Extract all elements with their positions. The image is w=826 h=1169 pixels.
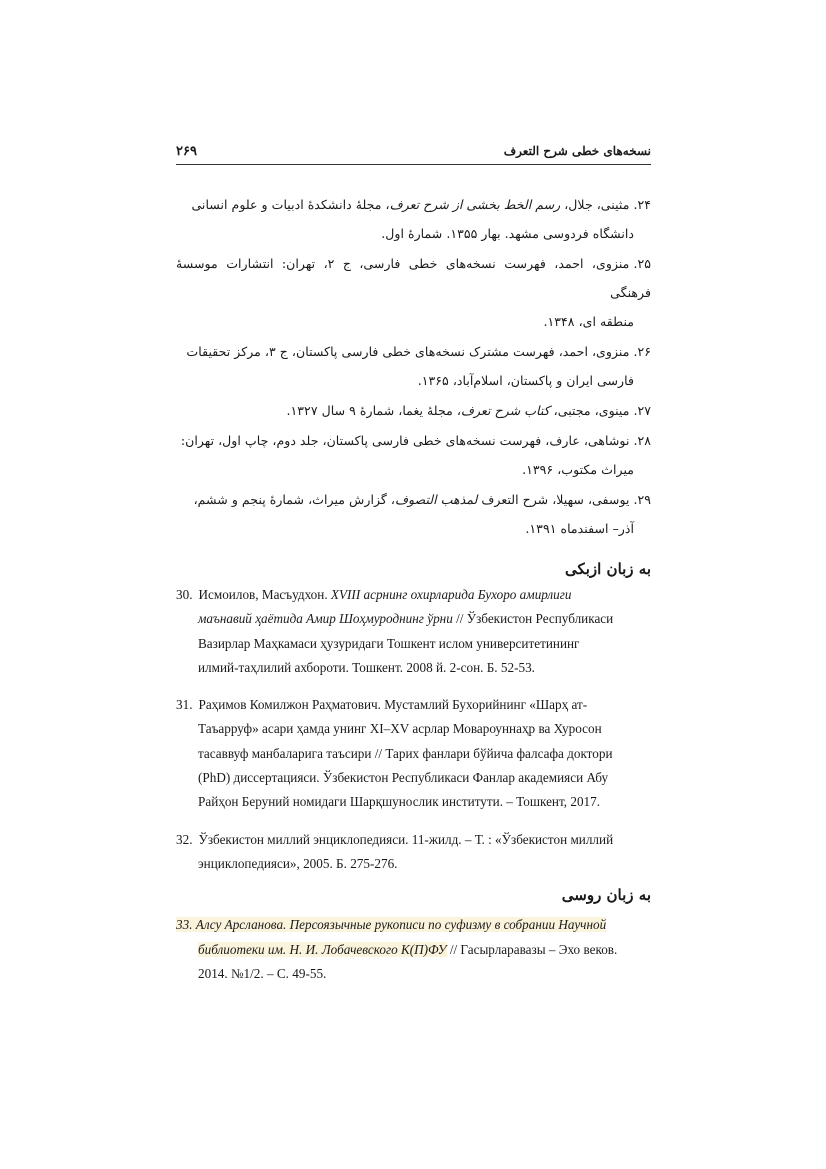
page-number: ۲۶۹ xyxy=(176,144,197,159)
references-list xyxy=(176,190,651,999)
reference-31-line3: тасаввуф манбаларига таъсири // Тарих фанлари бўйича фалсафа доктори xyxy=(198,745,613,761)
reference-29-line2: آذر– اسفندماه ۱۳۹۱. xyxy=(525,521,634,536)
reference-25 xyxy=(176,249,651,336)
reference-26-line2: فارسی ایران و پاکستان، اسلام‌آباد، ۱۳۶۵. xyxy=(417,373,634,388)
reference-28-line2: میراث مکتوب، ۱۳۹۶. xyxy=(522,462,634,477)
reference-26-line1: ۲۶.منزوی، احمد، فهرست مشترک نسخه‌های خطی فارسی پاکستان، ج ۳، مرکز تحقیقات xyxy=(186,344,651,359)
reference-27 xyxy=(176,396,651,425)
reference-32-line2: энциклопедияси», 2005. Б. 275-276. xyxy=(198,855,398,871)
russian-section-heading: به زبان روسی xyxy=(561,886,651,905)
reference-32-line1: 32. Ўзбекистон миллий энциклопедияси. 11-жилд. – Т. : «Ўзбекистон миллий xyxy=(176,831,614,847)
reference-28 xyxy=(176,426,651,484)
reference-31-line2: Таъарруф» асари ҳамда унинг XI–XV асрлар Мовароуннаҳр ва Хуросон xyxy=(198,721,602,737)
reference-26 xyxy=(176,337,651,395)
reference-30-line3: Вазирлар Маҳкамаси ҳузуридаги Тошкент ислом университетининг xyxy=(198,635,580,651)
reference-30 xyxy=(176,583,651,680)
reference-31-line1: 31. Раҳимов Комилжон Раҳматович. Мустамлий Бухорийнинг «Шарҳ ат- xyxy=(176,697,588,713)
reference-33 xyxy=(176,913,651,986)
page-header xyxy=(176,142,651,165)
reference-30-line4: илмий-таҳлилий ахбороти. Тошкент. 2008 й. 2-сон. Б. 52-53. xyxy=(198,659,535,675)
reference-30-line2: маънавий ҳаётида Амир Шоҳмуроднинг ўрни // Ўзбекистон Республикаси xyxy=(198,611,614,627)
reference-29 xyxy=(176,485,651,543)
reference-27-line1: ۲۷.مینوی، مجتبی، کتاب شرح تعرف، مجلهٔ یغما، شمارهٔ ۹ سال ۱۳۲۷. xyxy=(286,403,651,418)
reference-30-line1: 30. Исмоилов, Масъудхон. XVIII асрнинг охирларида Бухоро амирлиги xyxy=(176,587,572,602)
uzbek-section-heading: به زبان ازبکی xyxy=(564,560,651,578)
reference-29-line1: ۲۹.یوسفی، سهیلا، شرح التعرف لمذهب التصوف، گزارش میراث، شمارهٔ پنجم و ششم، xyxy=(193,492,651,507)
reference-33-line2: библиотеки им. Н. И. Лобачевского К(П)ФУ // Гасырларавазы – Эхо веков. xyxy=(198,941,618,957)
reference-33-line3: 2014. №1/2. – С. 49-55. xyxy=(198,965,327,981)
reference-25-line1: ۲۵.منزوی، احمد، فهرست نسخه‌های خطی فارسی، ج ۲، تهران: انتشارات موسسهٔ فرهنگی xyxy=(176,256,651,300)
reference-24-line2: دانشگاه فردوسی مشهد. بهار ۱۳۵۵. شمارهٔ اول. xyxy=(381,226,634,241)
reference-24-line1: ۲۴.مثینی، جلال، رسم الخط بخشی از شرح تعرف، مجلهٔ دانشکدهٔ ادبیات و علوم انسانی xyxy=(191,197,651,212)
reference-31 xyxy=(176,693,651,814)
reference-31-line5: Райҳон Беруний номидаги Шарқшунослик институти. – Тошкент, 2017. xyxy=(198,794,601,810)
running-title: نسخه‌های خطی شرح التعرف xyxy=(503,144,651,158)
reference-31-line4: (PhD) диссертацияси. Ўзбекистон Республикаси Фанлар академияси Абу xyxy=(198,770,609,786)
reference-33-line1: 33. Алсу Арсланова. Персоязычные рукописи по суфизму в собрании Научной xyxy=(176,917,607,933)
reference-28-line1: ۲۸.نوشاهی، عارف، فهرست نسخه‌های خطی فارسی پاکستان، جلد دوم، چاپ اول، تهران: xyxy=(180,433,651,448)
reference-24 xyxy=(176,190,651,248)
reference-25-line2: منطقه ای، ۱۳۴۸. xyxy=(543,314,634,329)
reference-32 xyxy=(176,828,651,877)
